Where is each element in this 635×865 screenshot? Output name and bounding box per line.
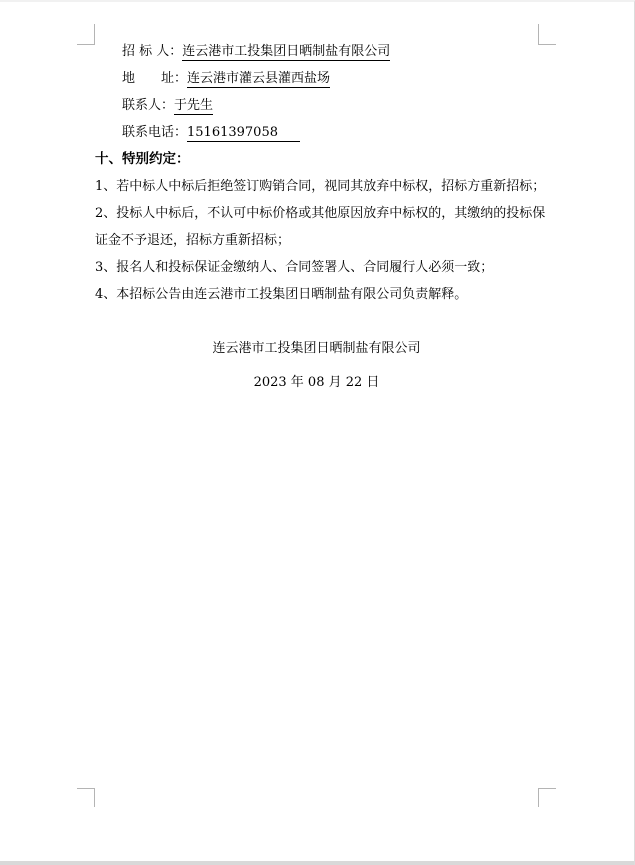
text-boundary-mark-top-left bbox=[77, 24, 95, 45]
clause-2-line-2: 证金不予退还，招标方重新招标； bbox=[95, 233, 291, 248]
signature-company-name: 连云港市工投集团日晒制盐有限公司 bbox=[212, 341, 421, 356]
clause-1: 1、若中标人中标后拒绝签订购销合同，视同其放弃中标权，招标方重新招标； bbox=[95, 179, 546, 194]
field-address-label: 地 址： bbox=[122, 71, 188, 86]
field-contact-person bbox=[95, 92, 538, 119]
field-tenderer-value: 连云港市工投集团日晒制盐有限公司 bbox=[182, 44, 391, 59]
field-contact-person-label: 联系人： bbox=[122, 98, 175, 113]
text-boundary-mark-top-right bbox=[538, 24, 556, 45]
clause-4: 4、本招标公告由连云港市工投集团日晒制盐有限公司负责解释。 bbox=[95, 287, 468, 302]
text-boundary-mark-bottom-right bbox=[538, 788, 556, 807]
field-contact-phone-label: 联系电话： bbox=[122, 125, 188, 140]
blank-space bbox=[95, 308, 538, 335]
field-address bbox=[95, 65, 538, 92]
field-contact-person-value: 于先生 bbox=[174, 98, 214, 113]
field-tenderer-label: 招 标 人： bbox=[122, 44, 183, 59]
section-heading-special-provisions: 十、特别约定： bbox=[95, 151, 190, 167]
field-contact-phone bbox=[95, 119, 538, 146]
page-bottom-edge bbox=[0, 861, 634, 865]
field-tenderer bbox=[95, 38, 538, 65]
text-boundary-mark-bottom-left bbox=[77, 788, 95, 807]
field-contact-phone-value: 15161397058 bbox=[187, 125, 300, 142]
clause-2-line-1: 2、投标人中标后，不认可中标价格或其他原因放弃中标权的，其缴纳的投标保 bbox=[95, 206, 546, 221]
field-address-value: 连云港市灌云县灌西盐场 bbox=[187, 71, 331, 86]
clause-3: 3、报名人和投标保证金缴纳人、合同签署人、合同履行人必须一致； bbox=[95, 260, 494, 275]
document-body bbox=[95, 38, 546, 396]
signature-date: 2023 年 08 月 22 日 bbox=[253, 375, 380, 390]
